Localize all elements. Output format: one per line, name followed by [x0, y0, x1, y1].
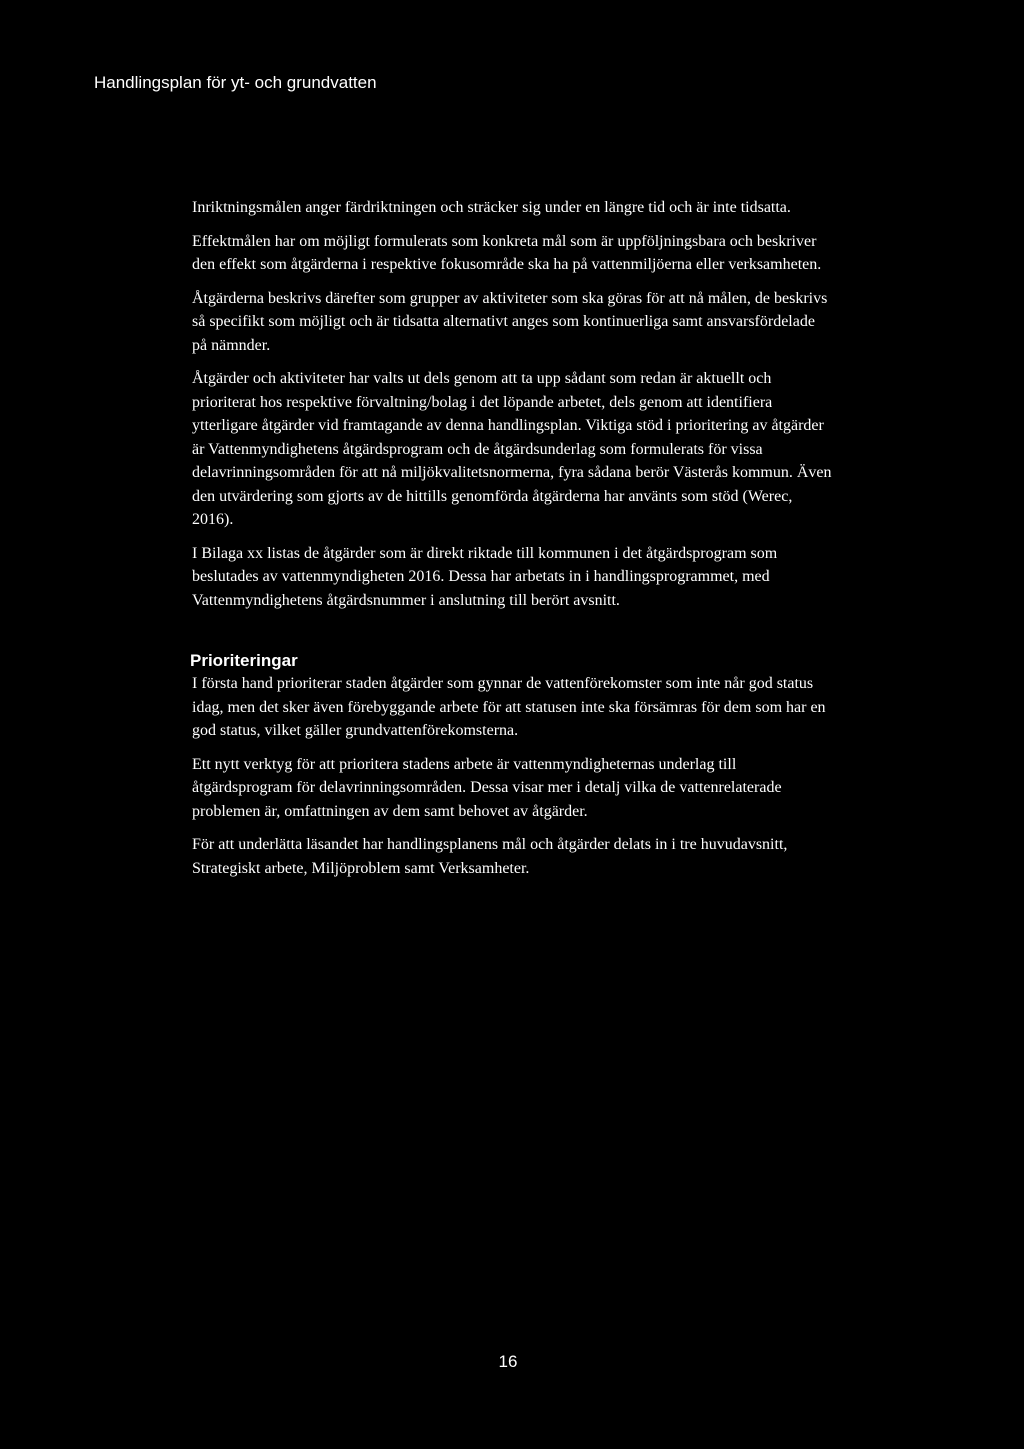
- paragraph-aktiviteter: Åtgärder och aktiviteter har valts ut dels genom att ta upp sådant som redan är aktuellt och prioriterat hos respektive förvaltning/bolag i det löpande arbetet, dels genom att identifiera ytterligare åtgärder vid framtagande av denna handlingsplan. Viktiga stöd i prioritering av åtgärder är Vattenmyndighetens åtgärdsprogram och de åtgärdsunderlag som formulerats för vissa delavrinningsområden för att nå miljökvalitetsnormerna, fyra sådana berör Västerås kommun. Även den utvärdering som gjorts av de hittills genomförda åtgärderna har använts som stöd (Werec, 2016).: [192, 370, 832, 528]
- paragraph-underlatta: För att underlätta läsandet har handlingsplanens mål och åtgärder delats in i tre huvudavsnitt, Strategiskt arbete, Miljöproblem samt Verksamheter.: [192, 836, 788, 877]
- paragraph-inriktningsmal: Inriktningsmålen anger färdriktningen och sträcker sig under en längre tid och är inte tidsatta.: [192, 199, 791, 216]
- paragraph-effektmal: Effektmålen har om möjligt formulerats som konkreta mål som är uppföljningsbara och beskriver den effekt som åtgärderna i respektive fokusområde ska ha på vattenmiljöerna eller verksamheten.: [192, 232, 822, 273]
- paragraph-forsta-hand: I första hand prioriterar staden åtgärder som gynnar de vattenförekomster som inte når god status idag, men det sker även förebyggande arbete för att statusen inte ska försämras för dem som har en god status, vilket gäller grundvattenförekomsterna.: [192, 675, 826, 739]
- document-body: [192, 196, 832, 880]
- paragraph-bilaga: I Bilaga xx listas de åtgärder som är direkt riktade till kommunen i det åtgärdsprogram som beslutades av vattenmyndigheten 2016. Dessa har arbetats in i handlingsprogrammet, med Vattenmyndighetens åtgärdsnummer i anslutning till berört avsnitt.: [192, 544, 778, 609]
- paragraph-atgarder: Åtgärderna beskrivs därefter som grupper av aktiviteter som ska göras för att nå målen, de beskrivs så specifikt som möjligt och är tidsatta alternativt anges som kontinuerliga samt ansvarsfördelade på nämnder.: [192, 289, 828, 354]
- page-header-title: Handlingsplan för yt- och grundvatten: [94, 73, 377, 92]
- section-heading-prioriteringar: Prioriteringar: [190, 651, 298, 670]
- paragraph-nytt-verktyg: Ett nytt verktyg för att prioritera stadens arbete är vattenmyndigheternas underlag till åtgärdsprogram för delavrinningsområden. Dessa visar mer i detalj vilka de vattenrelaterade problemen är, omfattningen av dem samt behovet av åtgärder.: [192, 755, 782, 820]
- page-number: 16: [498, 1352, 518, 1371]
